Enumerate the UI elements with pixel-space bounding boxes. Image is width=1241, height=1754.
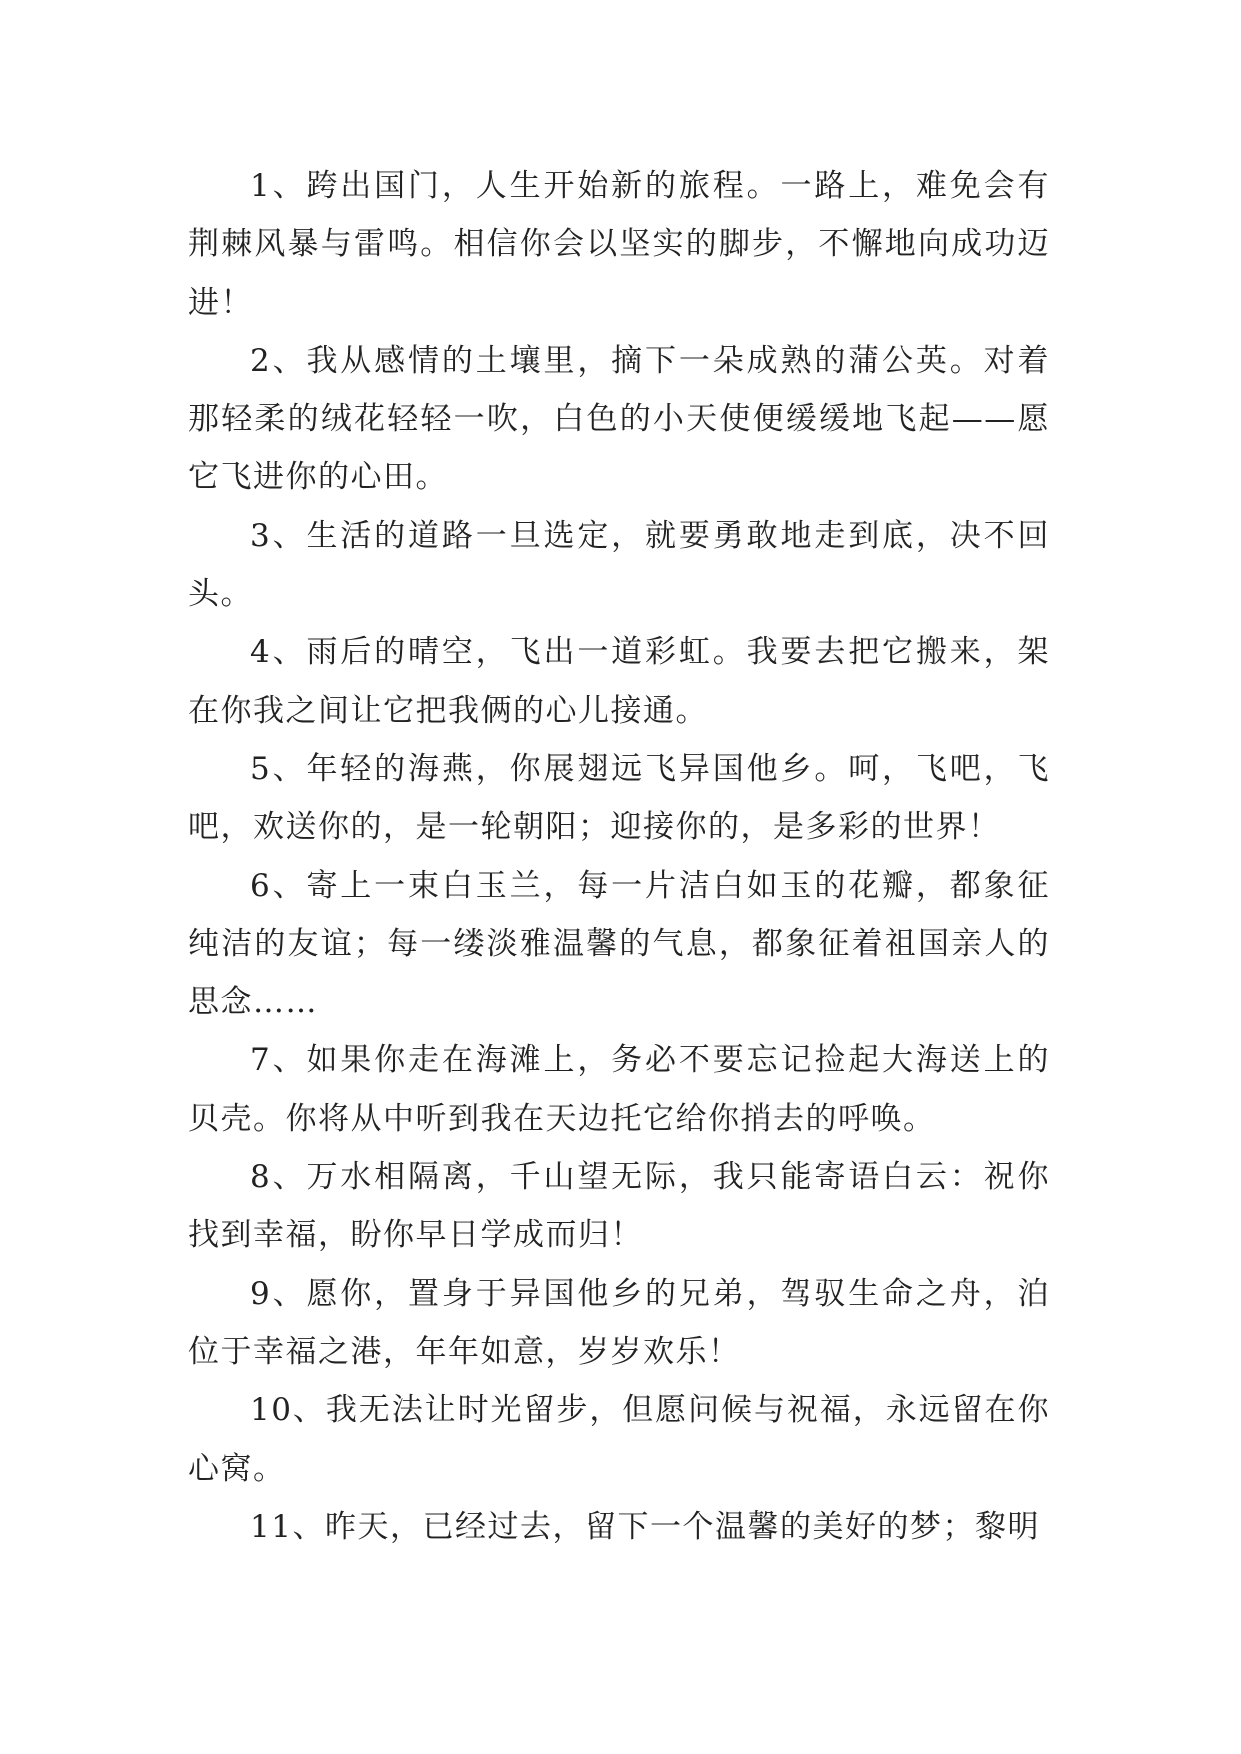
paragraph-3: 3、生活的道路一旦选定，就要勇敢地走到底，决不回头。 xyxy=(188,517,1050,613)
paragraph-11: 11、昨天，已经过去，留下一个温馨的美好的梦；黎明 xyxy=(250,1508,1040,1545)
paragraph-9: 9、愿你，置身于异国他乡的兄弟，驾驭生命之舟，泊位于幸福之港，年年如意，岁岁欢乐！ xyxy=(188,1275,1050,1370)
paragraph-5: 5、年轻的海燕，你展翅远飞异国他乡。呵，飞吧，飞吧，欢送你的，是一轮朝阳；迎接你的，是多彩的世界！ xyxy=(188,750,1050,846)
paragraph-4: 4、雨后的晴空，飞出一道彩虹。我要去把它搬来，架在你我之间让它把我俩的心儿接通。 xyxy=(188,634,1050,729)
paragraph-6: 6、寄上一束白玉兰，每一片洁白如玉的花瓣，都象征纯洁的友谊；每一缕淡雅温馨的气息，都象征着祖国亲人的思念…… xyxy=(188,867,1050,1021)
paragraph-2: 2、我从感情的土壤里，摘下一朵成熟的蒲公英。对着那轻柔的绒花轻轻一吹，白色的小天使便缓缓地飞起——愿它飞进你的心田。 xyxy=(188,342,1050,496)
paragraph-8: 8、万水相隔离，千山望无际，我只能寄语白云：祝你找到幸福，盼你早日学成而归！ xyxy=(188,1159,1050,1254)
paragraph-10: 10、我无法让时光留步，但愿问候与祝福，永远留在你心窝。 xyxy=(188,1392,1050,1487)
paragraph-1: 1、跨出国门，人生开始新的旅程。一路上，难免会有荆棘风暴与雷鸣。相信你会以坚实的脚步，不懈地向成功迈进！ xyxy=(188,168,1050,321)
document-body xyxy=(188,157,1050,1556)
paragraph-7: 7、如果你走在海滩上，务必不要忘记捡起大海送上的贝壳。你将从中听到我在天边托它给你捎去的呼唤。 xyxy=(188,1042,1050,1137)
